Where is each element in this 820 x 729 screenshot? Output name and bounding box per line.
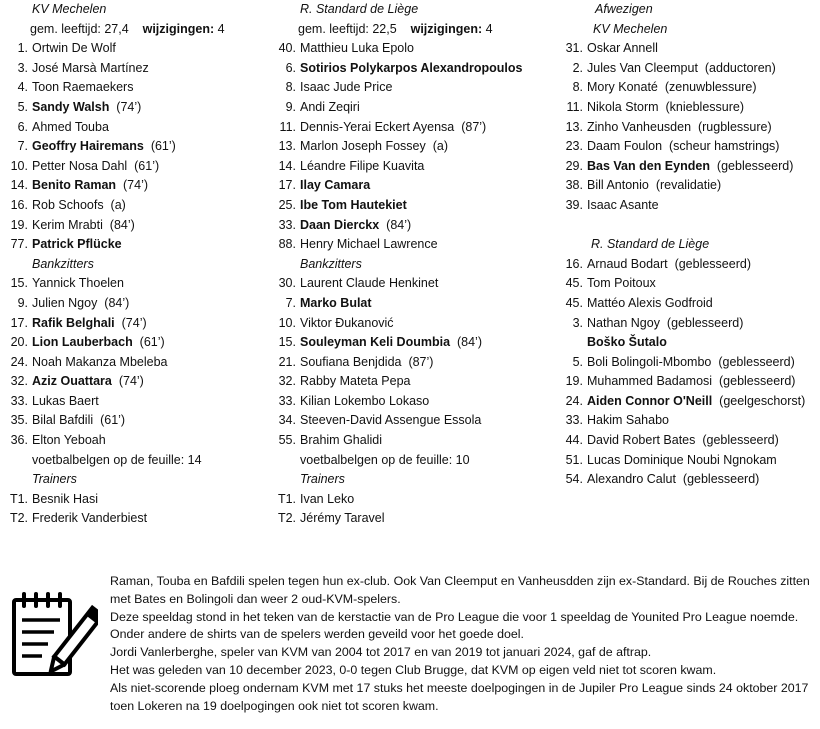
shirt-number: T1. (277, 491, 296, 506)
shirt-number: 11. (279, 119, 296, 134)
player-note: (a) (432, 139, 448, 154)
age-value: 22,5 (372, 21, 397, 36)
player-note: (geblesseerd) (674, 256, 751, 271)
shirt-number: 7. (17, 139, 28, 154)
list-item (268, 216, 558, 236)
player-note: (geblesseerd) (716, 158, 794, 173)
list-item (268, 98, 558, 118)
list-item (555, 39, 820, 59)
player-note: (74’) (121, 315, 147, 330)
shirt-number: 1. (17, 41, 28, 56)
player-name: Mory Konaté (587, 80, 658, 95)
player-name: Frederik Vanderbiest (32, 511, 148, 526)
player-name: Elton Yeboah (32, 433, 106, 448)
player-note: (61’) (100, 413, 126, 428)
player-name: Sotirios Polykarpos Alexandropoulos (300, 60, 523, 75)
list-item (555, 255, 820, 275)
list-item (0, 294, 268, 314)
list-item (268, 78, 558, 98)
list-item (268, 294, 558, 314)
player-name: Rabby Mateta Pepa (300, 374, 411, 389)
bench-title: Bankzitters (32, 256, 94, 271)
list-item (0, 39, 268, 59)
player-note: (geblesseerd) (718, 354, 795, 369)
shirt-number: 21. (278, 354, 296, 369)
list-item (268, 235, 558, 255)
shirt-number: T2. (277, 511, 296, 526)
shirt-number: 32. (278, 374, 296, 389)
shirt-number: 19. (565, 374, 583, 389)
player-note: (74’) (116, 99, 142, 114)
absent-std-title: R. Standard de Liège (591, 237, 710, 252)
shirt-number: 4. (17, 80, 28, 95)
list-item (555, 137, 820, 157)
list-item (0, 98, 268, 118)
starters-list (0, 39, 268, 255)
starters-list (268, 39, 558, 255)
player-name: José Marsà Martínez (32, 60, 149, 75)
changes-value: 4 (217, 21, 225, 36)
player-name: Julien Ngoy (32, 295, 98, 310)
player-name: Daam Foulon (587, 139, 663, 154)
list-item (268, 411, 558, 431)
list-item (268, 431, 558, 451)
trainers-title: Trainers (300, 472, 345, 487)
player-name: Kilian Lokembo Lokaso (300, 393, 430, 408)
list-item (0, 490, 268, 510)
list-item (0, 176, 268, 196)
list-item (555, 78, 820, 98)
player-name: Kerim Mrabti (32, 217, 103, 232)
player-name: Oskar Annell (587, 41, 658, 56)
player-name: Petter Nosa Dahl (32, 158, 128, 173)
player-name: Jules Van Cleemput (587, 60, 698, 75)
list-item (268, 490, 558, 510)
shirt-number: 54. (565, 472, 583, 487)
list-item (555, 59, 820, 79)
player-name: Andi Zeqiri (300, 99, 360, 114)
player-name: Aiden Connor O'Neill (587, 393, 713, 408)
changes-value: 4 (485, 21, 493, 36)
shirt-number: 8. (572, 80, 583, 95)
trainers-list (0, 490, 268, 529)
list-item (555, 196, 820, 216)
player-note: (geblesseerd) (702, 433, 779, 448)
player-name: Rob Schoofs (32, 197, 104, 212)
list-item (0, 372, 268, 392)
player-name: Marko Bulat (300, 295, 372, 310)
player-name: Boško Šutalo (587, 335, 667, 350)
player-name: Mattéo Alexis Godfroid (587, 295, 713, 310)
shirt-number: 45. (565, 276, 583, 291)
player-name: Hakim Sahabo (587, 413, 669, 428)
player-note: (rugblessure) (697, 119, 772, 134)
player-name: Zinho Vanheusden (587, 119, 692, 134)
list-item (555, 333, 820, 353)
shirt-number: 36. (10, 433, 28, 448)
player-name: Toon Raemaekers (32, 80, 134, 95)
changes-label: wijzigingen: (410, 21, 483, 36)
player-name: Patrick Pflücke (32, 237, 122, 252)
list-item (268, 333, 558, 353)
player-name: Arnaud Bodart (587, 256, 668, 271)
player-name: Muhammed Badamosi (587, 374, 713, 389)
list-item (0, 353, 268, 373)
feuille-count: voetbalbelgen op de feuille: 10 (300, 452, 470, 467)
player-note: (a) (110, 197, 126, 212)
player-note: (revalidatie) (655, 178, 722, 193)
player-name: Ahmed Touba (32, 119, 109, 134)
shirt-number: 39. (565, 197, 583, 212)
shirt-number: 14. (278, 158, 296, 173)
shirt-number: 33. (278, 217, 296, 232)
shirt-number: 20. (10, 335, 28, 350)
list-item (268, 137, 558, 157)
trainers-title: Trainers (32, 472, 77, 487)
shirt-number: 15. (10, 276, 28, 291)
list-item (555, 98, 820, 118)
shirt-number: 15. (278, 335, 296, 350)
list-item (555, 372, 820, 392)
shirt-number: 33. (565, 413, 583, 428)
list-item (0, 196, 268, 216)
list-item (0, 314, 268, 334)
list-item (0, 509, 268, 529)
player-name: Henry Michael Lawrence (300, 237, 438, 252)
player-note: (61’) (134, 158, 160, 173)
shirt-number: 34. (278, 413, 296, 428)
player-note: (87’) (408, 354, 434, 369)
shirt-number: 2. (572, 60, 583, 75)
player-name: Besnik Hasi (32, 491, 98, 506)
bench-title: Bankzitters (300, 256, 362, 271)
shirt-number: 17. (278, 178, 296, 193)
list-item (0, 411, 268, 431)
list-item (555, 470, 820, 490)
player-note: (84’) (109, 217, 135, 232)
list-item (0, 118, 268, 138)
player-name: Lucas Dominique Noubi Ngnokam (587, 452, 777, 467)
player-name: Brahim Ghalidi (300, 433, 382, 448)
team-meta (268, 20, 558, 40)
shirt-number: 3. (17, 60, 28, 75)
shirt-number: 16. (565, 256, 583, 271)
player-note: (84’) (456, 335, 482, 350)
shirt-number: T2. (9, 511, 28, 526)
player-note: (84’) (386, 217, 412, 232)
list-item (0, 235, 268, 255)
note-paragraph: Jordi Vanlerberghe, speler van KVM van 2004 tot 2017 en van 2019 tot januari 2024, gaf de aftrap. (110, 645, 652, 660)
list-item (0, 274, 268, 294)
team-title: KV Mechelen (32, 2, 107, 16)
player-note: (74’) (118, 374, 144, 389)
player-name: Daan Dierckx (300, 217, 380, 232)
shirt-number: 9. (285, 99, 296, 114)
notes-block (110, 573, 816, 715)
absent-std-list (555, 255, 820, 490)
absent-kvm-list (555, 39, 820, 215)
list-item (0, 216, 268, 236)
bench-list (268, 274, 558, 450)
list-item (555, 294, 820, 314)
changes-label: wijzigingen: (142, 21, 215, 36)
bench-list (0, 274, 268, 450)
shirt-number: 17. (10, 315, 28, 330)
player-name: Steeven-David Assengue Essola (300, 413, 482, 428)
list-item (555, 176, 820, 196)
absent-kvm-title: KV Mechelen (593, 21, 668, 36)
list-item (268, 274, 558, 294)
shirt-number: 44. (565, 433, 583, 448)
player-name: Bas Van den Eynden (587, 158, 710, 173)
shirt-number: 8. (285, 80, 296, 95)
player-name: Isaac Jude Price (300, 80, 393, 95)
list-item (268, 176, 558, 196)
shirt-number: 16. (10, 197, 28, 212)
player-name: Bill Antonio (587, 178, 649, 193)
player-note: (87’) (461, 119, 487, 134)
list-item (0, 59, 268, 79)
list-item (268, 157, 558, 177)
player-name: Noah Makanza Mbeleba (32, 354, 168, 369)
shirt-number: 31. (565, 41, 583, 56)
shirt-number: 29. (565, 158, 583, 173)
absentees-column (555, 0, 820, 490)
absentees-title: Afwezigen (595, 2, 653, 16)
player-name: Marlon Joseph Fossey (300, 139, 426, 154)
player-name: Viktor Đukanović (300, 315, 394, 330)
shirt-number: 5. (572, 354, 583, 369)
shirt-number: 3. (572, 315, 583, 330)
list-item (555, 353, 820, 373)
notepad-pencil-icon (8, 590, 98, 690)
kvm-column (0, 0, 268, 529)
player-name: Souleyman Keli Doumbia (300, 335, 451, 350)
shirt-number: 23. (565, 139, 583, 154)
list-item (268, 196, 558, 216)
shirt-number: 32. (10, 374, 28, 389)
player-note: (zenuwblessure) (664, 80, 757, 95)
shirt-number: 10. (10, 158, 28, 173)
note-paragraph: Als niet-scorende ploeg ondernam KVM met 17 stuks het meeste doelpogingen in de Jupiler Pro League sinds 24 oktober 2017 toen Lokeren na 19 doelpogingen ook niet tot scoren kwam. (110, 680, 809, 713)
shirt-number: 33. (278, 393, 296, 408)
spacer (555, 216, 820, 236)
list-item (555, 274, 820, 294)
player-name: Ibe Tom Hautekiet (300, 197, 407, 212)
shirt-number: 88. (278, 237, 296, 252)
player-note: (knieblessure) (665, 99, 745, 114)
shirt-number: 25. (278, 197, 296, 212)
list-item (555, 314, 820, 334)
shirt-number: 13. (278, 139, 296, 154)
shirt-number: 19. (10, 217, 28, 232)
list-item (268, 118, 558, 138)
list-item (0, 137, 268, 157)
player-name: Ivan Leko (300, 491, 355, 506)
age-label: gem. leeftijd: (298, 21, 369, 36)
list-item (268, 39, 558, 59)
shirt-number: 6. (285, 60, 296, 75)
player-name: Geoffry Hairemans (32, 139, 144, 154)
player-name: Lukas Baert (32, 393, 99, 408)
note-paragraph: Het was geleden van 10 december 2023, 0-0 tegen Club Brugge, dat KVM op eigen veld niet tot scoren kwam. (110, 662, 717, 677)
list-item (0, 78, 268, 98)
list-item (268, 392, 558, 412)
player-note: (geelgeschorst) (719, 393, 806, 408)
team-meta (0, 20, 268, 40)
list-item (0, 333, 268, 353)
player-note: (84’) (104, 295, 130, 310)
list-item (0, 157, 268, 177)
shirt-number: T1. (9, 491, 28, 506)
shirt-number: 10. (278, 315, 296, 330)
player-name: Benito Raman (32, 178, 117, 193)
player-name: Laurent Claude Henkinet (300, 276, 439, 291)
player-note: (geblesseerd) (666, 315, 744, 330)
player-name: Boli Bolingoli-Mbombo (587, 354, 712, 369)
list-item (555, 157, 820, 177)
list-item (268, 314, 558, 334)
list-item (0, 431, 268, 451)
player-note: (61’) (150, 139, 176, 154)
player-name: Sandy Walsh (32, 99, 110, 114)
shirt-number: 45. (565, 295, 583, 310)
shirt-number: 24. (565, 393, 583, 408)
player-note: (geblesseerd) (682, 472, 760, 487)
shirt-number: 51. (565, 452, 583, 467)
player-name: Nathan Ngoy (587, 315, 660, 330)
player-name: Ilay Camara (300, 178, 371, 193)
player-name: Isaac Asante (587, 197, 659, 212)
shirt-number: 77. (10, 237, 28, 252)
list-item (268, 372, 558, 392)
list-item (268, 509, 558, 529)
player-name: Aziz Ouattara (32, 374, 112, 389)
note-paragraph: Deze speeldag stond in het teken van de kerstactie van de Pro League die voor 1 speeldag de Younited Pro League noemde. Onder andere de shirts van de spelers werden geveild voor het goede doel. (110, 609, 799, 642)
list-item (268, 353, 558, 373)
player-name: Léandre Filipe Kuavita (300, 158, 425, 173)
player-note: (61’) (139, 335, 165, 350)
shirt-number: 55. (278, 433, 296, 448)
player-name: Yannick Thoelen (32, 276, 124, 291)
shirt-number: 35. (10, 413, 28, 428)
list-item (555, 392, 820, 412)
shirt-number: 14. (10, 178, 28, 193)
shirt-number: 9. (17, 295, 28, 310)
player-name: Alexandro Calut (587, 472, 676, 487)
player-name: Ortwin De Wolf (32, 41, 116, 56)
feuille-count: voetbalbelgen op de feuille: 14 (32, 452, 202, 467)
player-note: (74’) (123, 178, 149, 193)
shirt-number: 40. (278, 41, 296, 56)
shirt-number: 38. (565, 178, 583, 193)
shirt-number: 33. (10, 393, 28, 408)
player-name: Bilal Bafdili (32, 413, 94, 428)
player-name: Dennis-Yerai Eckert Ayensa (300, 119, 455, 134)
team-title: R. Standard de Liège (300, 2, 419, 16)
list-item (555, 118, 820, 138)
player-name: Nikola Storm (587, 99, 659, 114)
note-paragraph: Raman, Touba en Bafdili spelen tegen hun ex-club. Ook Van Cleemput en Vanheusdden zijn ex-Standard. Bij de Rouches zitten met Bates en Bolingoli dan weer 2 oud-KVM-spelers. (110, 574, 810, 606)
shirt-number: 7. (285, 295, 296, 310)
player-name: Tom Poitoux (587, 276, 656, 291)
player-note: (scheur hamstrings) (669, 139, 780, 154)
shirt-number: 6. (17, 119, 28, 134)
shirt-number: 13. (565, 119, 583, 134)
player-name: David Robert Bates (587, 433, 696, 448)
list-item (555, 411, 820, 431)
age-value: 27,4 (104, 21, 129, 36)
list-item (555, 431, 820, 451)
player-name: Rafik Belghali (32, 315, 115, 330)
trainers-list (268, 490, 558, 529)
player-name: Matthieu Luka Epolo (300, 41, 414, 56)
standard-column (268, 0, 558, 529)
player-note: (adductoren) (704, 60, 776, 75)
player-name: Soufiana Benjdida (300, 354, 402, 369)
shirt-number: 30. (278, 276, 296, 291)
shirt-number: 5. (17, 99, 28, 114)
shirt-number: 24. (10, 354, 28, 369)
player-name: Lion Lauberbach (32, 335, 133, 350)
list-item (268, 59, 558, 79)
shirt-number: 11. (566, 99, 583, 114)
player-note: (geblesseerd) (719, 374, 796, 389)
player-name: Jérémy Taravel (300, 511, 385, 526)
age-label: gem. leeftijd: (30, 21, 101, 36)
list-item (0, 392, 268, 412)
list-item (555, 451, 820, 471)
